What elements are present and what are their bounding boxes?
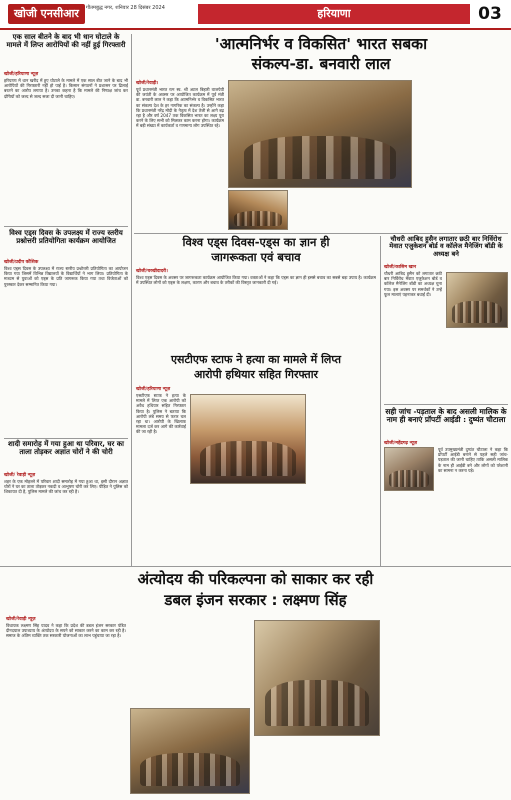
story-body: हरियाणा में धान खरीद में हुए घोटाले के मामले में एक साल बीत जाने के बाद भी आरोपियों की गिरफ्तारी नहीं हो पाई है। किसान संगठनों ने प्रशासन पर ढिलाई बरतने का आरोप लगाया है। उनका कहना है कि मामले की निष्पक्ष जांच कर दोषियों को जल्द से जल्द सजा दी जानी चाहिए। [4,78,128,99]
story-body: पूर्व उपमुख्यमंत्री दुष्यंत चौटाला ने कहा कि प्रॉपर्टी आईडी बनाने से पहले सही जांच-पड़ताल की जानी चाहिए ताकि असली मालिक के नाम ही आईडी बने और लोगों को परेशानी का सामना न करना पड़े। [438,447,508,473]
story-headline: शादी समारोह में गया हुआ था परिवार, घर का ताला तोड़कर अज्ञात चोरों ने की चोरी [8,440,124,456]
story-body-continued [446,332,508,403]
story-body-continued [416,80,508,230]
story-headline: सही जांच -पड़ताल के बाद असली मालिक के नाम ही बनाएं प्रॉपर्टी आईडी : दुष्यंत चौटाला [385,407,507,425]
bottom-headline-line-1: अंत्योदय की परिकल्पना को साकार कर रही [137,570,374,588]
main-headline-line-2: संकल्प-डा. बनवारी लाल [251,55,391,73]
story-body-continued [384,616,508,795]
story-body: शहर के एक मोहल्ले में परिवार शादी समारोह में गया हुआ था, इसी दौरान अज्ञात चोरों ने घर का ताला तोड़कर नकदी व आभूषण चोरी कर लिए। पीड़ित ने पुलिस को शिकायत दी है, पुलिस मामले की जांच कर रही है। [4,479,128,495]
page-number: 03 [478,4,502,24]
story-byline: खोजी/कासिम खान [384,265,417,270]
story-byline: खोजी/हरियाणा न्यूज़ [4,72,39,77]
story-divider [4,438,128,439]
story-byline: खोजी/रेवाड़ी। [136,81,159,86]
story-headline-line-2: आरोपी हथियार सहित गिरफ्तार [193,368,319,381]
story-byline: खोजी/रेवाड़ी न्यूज़ [6,617,36,622]
story-byline: खोजी/प्रदीप कौशिक [4,260,39,265]
edition-date: गौतमबुद्ध नगर, शनिवार 28 दिसंबर 2024 [86,5,165,11]
event-photo [446,272,508,328]
bottom-headline-line-2: डबल इंजन सरकार : लक्ष्मण सिंह [164,591,347,609]
column-rule [380,236,381,566]
story-body: चौधरी आबिद हुसैन को लगातार छठी बार निर्विरोध मेवात एजुकेशन बोर्ड व कॉलेज मैनेजिंग बॉडी का अध्यक्ष चुना गया। इस अवसर पर समर्थकों ने उन्हें फूल मालाएं पहनाकर बधाई दी। [384,271,442,297]
photo-caption [254,740,380,795]
story-byline: खोजी/हरियाणा न्यूज़ [136,387,171,392]
story-divider [4,226,128,227]
story-byline: खोजी/चरखीदादरी। [136,269,168,274]
story-body-continued [130,616,250,706]
story-headline: एक साल बीतने के बाद भी धान घोटाले के मामले में लिप्त आरोपियों की नहीं हुई गिरफ्तारी [6,33,126,49]
event-photo [254,620,380,736]
masthead [0,0,511,30]
event-photo [228,190,288,230]
event-photo [228,80,412,188]
section-banner: हरियाणा [198,4,470,24]
story-divider [384,404,508,405]
story-body-continued [310,393,376,563]
portrait-photo [384,447,434,491]
column-rule [131,34,132,566]
event-photo [130,708,250,794]
story-headline: विश्व एड्स दिवस के उपलक्ष्य में राज्य स्तरीय प्रश्नोत्तरी प्रतियोगिता कार्यक्रम आयोजित [9,229,123,245]
arrest-photo [190,394,306,484]
story-headline-line-2: जागरूकता एवं बचाव [211,250,301,264]
story-headline-line-1: एसटीएफ स्टाफ ने हत्या का मामले में लिप्त [170,353,342,366]
story-body: विश्व एड्स दिवस के उपलक्ष्य में राज्य स्तरीय प्रश्नोत्तरी प्रतियोगिता का आयोजन किया गया जिसमें विभिन्न विद्यालयों के विद्यार्थियों ने भाग लिया। प्रतियोगिता के माध्यम से युवाओं को एड्स के प्रति जागरूक किया गया तथा विजेताओं को पुरस्कार देकर सम्मानित किया गया। [4,266,128,287]
story-byline: खोजी/ रेवाड़ी न्यूज़ [4,473,36,478]
story-body: एसटीएफ स्टाफ ने हत्या के मामले में लिप्त एक आरोपी को अवैध हथियार सहित गिरफ्तार किया है। पुलिस ने बताया कि आरोपी लंबे समय से फरार चल रहा था। आरोपी के खिलाफ मामला दर्ज कर आगे की कार्रवाई की जा रही है। [136,393,186,435]
story-body: विधायक लक्ष्मण सिंह यादव ने कहा कि प्रदेश की डबल इंजन सरकार पंडित दीनदयाल उपाध्याय के अंत्योदय के सपने को साकार करने का काम कर रही है। समाज के अंतिम व्यक्ति तक सरकारी योजनाओं का लाभ पहुंचाया जा रहा है। [6,623,126,639]
story-headline-line-1: विश्व एड्स दिवस-एड्स का ज्ञान ही [182,235,330,249]
story-body: पूर्व प्रधानमंत्री भारत रत्न स्व. श्री अटल बिहारी वाजपेयी की जयंती के अवसर पर आयोजित कार्यक्रम में पूर्व मंत्री डा. बनवारी लाल ने कहा कि आत्मनिर्भर व विकसित भारत का संकल्प देश के हर नागरिक का संकल्प है। उन्होंने कहा कि प्रधानमंत्री नरेंद्र मोदी के नेतृत्व में देश तेजी से आगे बढ़ रहा है और वर्ष 2047 तक विकसित भारत का लक्ष्य पूरा करने के लिए सभी को मिलकर काम करना होगा। कार्यक्रम में बड़ी संख्या में कार्यकर्ता व गणमान्य लोग उपस्थित रहे। [136,87,224,129]
story-headline: चौधरी आबिद हुसैन लगातार छठी बार निर्विरोध मेवात एजुकेशन बोर्ड व कॉलेज मैनेजिंग बॉडी के अध्यक्ष बने [389,235,503,258]
story-body-continued [190,488,306,563]
story-byline: खोजी/महेंद्रगढ़ न्यूज़ [384,441,418,446]
story-body-continued [384,494,434,563]
section-rule [0,566,511,567]
main-headline-line-1: 'आत्मनिर्भर व विकसित' भारत सबका [214,35,428,53]
story-body: विश्व एड्स दिवस के अवसर पर जागरूकता कार्यक्रम आयोजित किया गया। वक्ताओं ने कहा कि एड्स का ज्ञान ही इससे बचाव का सबसे बड़ा उपाय है। कार्यक्रम में उपस्थित लोगों को एड्स के लक्षण, कारण और बचाव के तरीकों की विस्तृत जानकारी दी गई। [136,275,376,286]
story-divider [134,233,508,234]
newspaper-logo: खोजी एनसीआर [8,4,85,24]
photo-caption [292,190,412,230]
